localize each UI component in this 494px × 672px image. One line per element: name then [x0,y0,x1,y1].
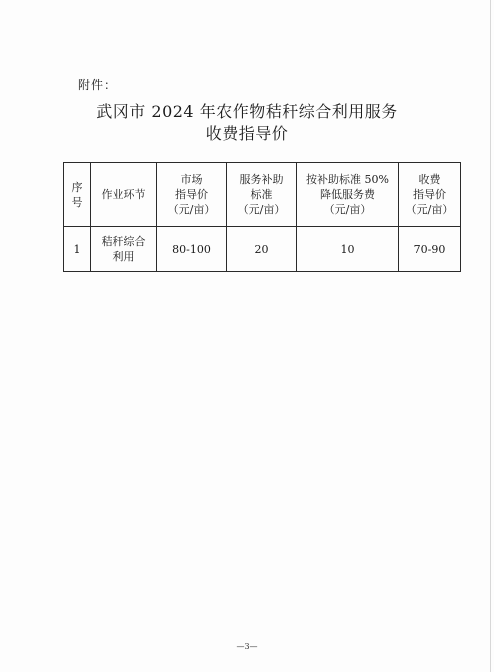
table-header-row [64,163,461,227]
header-cell-reduced-service-fee: 按补助标准 50% 降低服务费 （元/亩） [297,163,399,227]
table-row [64,227,461,272]
fee-guide-table [63,162,461,272]
document-title-line-2: 收费指导价 [205,124,289,143]
header-cell-market-guide-price: 市场 指导价 （元/亩） [157,163,227,227]
header-cell-serial-number: 序 号 [64,163,91,227]
header-cell-service-subsidy-standard: 服务补助 标准 （元/亩） [227,163,297,227]
cell-fee-guide-price: 70-90 [399,227,461,272]
cell-operation-step: 秸秆综合 利用 [91,227,157,272]
cell-reduced-service-fee: 10 [297,227,399,272]
cell-serial-number: 1 [64,227,91,272]
header-cell-operation-step: 作业环节 [91,163,157,227]
page-number: —3— [236,642,258,651]
cell-market-guide-price: 80-100 [157,227,227,272]
document-title-line-1: 武冈市 2024 年农作物秸秆综合利用服务 [96,102,398,121]
attachment-label: 附件： [78,78,118,92]
header-cell-fee-guide-price: 收费 指导价 （元/亩） [399,163,461,227]
cell-service-subsidy-standard: 20 [227,227,297,272]
